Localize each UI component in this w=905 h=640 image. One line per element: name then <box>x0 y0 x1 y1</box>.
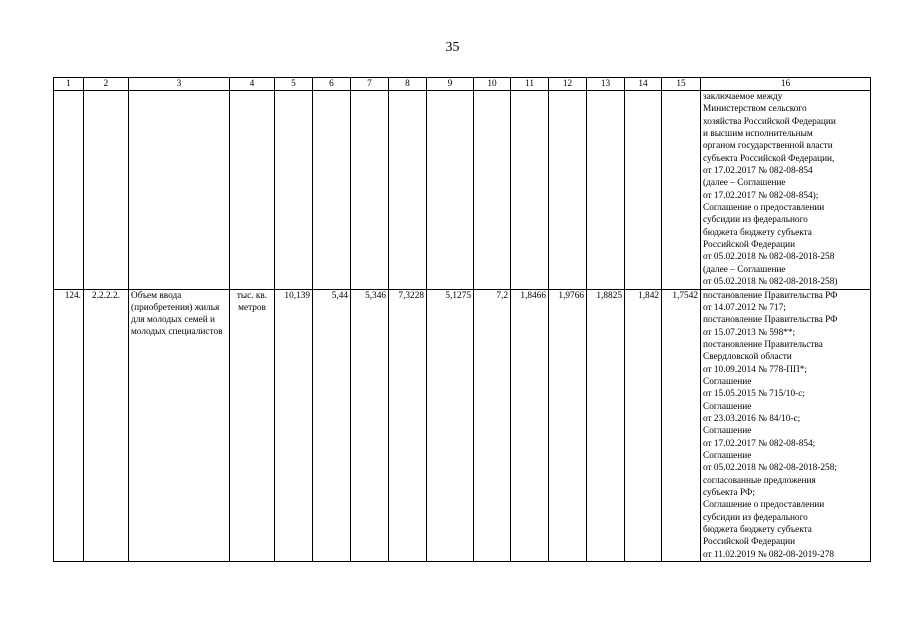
value-cell: 1,7542 <box>662 289 701 562</box>
source-line: от 05.02.2018 № 082-08-2018-258 <box>703 252 835 263</box>
indicator-code-cell: 2.2.2.2. <box>84 289 129 562</box>
source-line: от 15.07.2013 № 598**; <box>703 327 796 338</box>
col-header-15: 15 <box>662 78 701 91</box>
value-cell: 5,1275 <box>427 289 474 562</box>
source-line: от 14.07.2012 № 717; <box>703 302 786 313</box>
value-cell: 1,9766 <box>549 289 587 562</box>
source-line: Соглашение о предоставлении <box>703 500 825 511</box>
value-cell: 10,139 <box>275 289 313 562</box>
source-line: согласованные предложения <box>703 475 816 486</box>
value-cell: 5,346 <box>351 289 389 562</box>
value-cell <box>625 91 662 290</box>
source-line: субсидии из федерального <box>703 512 808 523</box>
source-line: Министерством сельского <box>703 104 807 115</box>
unit-cell: тыс. кв. метров <box>230 289 275 562</box>
col-header-7: 7 <box>351 78 389 91</box>
col-header-8: 8 <box>389 78 427 91</box>
value-cell <box>427 91 474 290</box>
table-row-124 <box>54 289 871 562</box>
source-line: Российской Федерации <box>703 537 796 548</box>
row-number-cell <box>54 91 84 290</box>
unit-cell <box>230 91 275 290</box>
value-cell <box>351 91 389 290</box>
value-cell <box>549 91 587 290</box>
source-line: Соглашение <box>703 426 752 437</box>
indicators-table <box>53 77 871 562</box>
source-line: постановление Правительства <box>703 339 823 350</box>
value-cell: 5,44 <box>313 289 351 562</box>
source-line: от 05.02.2018 № 082-08-2018-258) <box>703 277 838 288</box>
col-header-9: 9 <box>427 78 474 91</box>
value-cell <box>662 91 701 290</box>
source-line: от 23.03.2016 № 84/10-с; <box>703 413 801 424</box>
source-line: (далее – Соглашение <box>703 264 786 275</box>
header-row <box>54 78 871 91</box>
table-row-continuation <box>54 91 871 290</box>
source-line: Соглашение <box>703 450 752 461</box>
col-header-4: 4 <box>230 78 275 91</box>
col-header-12: 12 <box>549 78 587 91</box>
source-line: от 05.02.2018 № 082-08-2018-258; <box>703 463 837 474</box>
source-line: Соглашение о предоставлении <box>703 203 825 214</box>
source-line: Российской Федерации <box>703 240 796 251</box>
source-line: бюджета бюджету субъекта <box>703 227 812 238</box>
value-cell: 7,2 <box>474 289 511 562</box>
source-line: и высшим исполнительным <box>703 129 813 140</box>
value-cell: 7,3228 <box>389 289 427 562</box>
source-line: бюджета бюджету субъекта <box>703 525 812 536</box>
source-line: субъекта РФ; <box>703 488 755 498</box>
source-line: от 10.09.2014 № 778-ПП*; <box>703 364 807 375</box>
value-cell <box>389 91 427 290</box>
source-line: от 17.02.2017 № 082-08-854; <box>703 438 816 449</box>
source-line: от 11.02.2019 № 082-08-2019-278 <box>703 549 834 560</box>
value-cell: 1,8466 <box>511 289 549 562</box>
row-number-cell: 124. <box>54 289 84 562</box>
indicator-name-cell <box>129 91 230 290</box>
source-line: от 15.05.2015 № 715/10-с; <box>703 389 805 400</box>
indicator-code-cell <box>84 91 129 290</box>
col-header-13: 13 <box>587 78 625 91</box>
col-header-5: 5 <box>275 78 313 91</box>
source-documents-cell <box>701 91 871 290</box>
source-line: субъекта Российской Федерации, <box>703 153 835 164</box>
page-number: 35 <box>445 40 460 55</box>
col-header-3: 3 <box>129 78 230 91</box>
source-line: субсидии из федерального <box>703 215 808 226</box>
source-documents-cell <box>701 289 871 562</box>
col-header-10: 10 <box>474 78 511 91</box>
value-cell <box>275 91 313 290</box>
col-header-16: 16 <box>701 78 871 91</box>
col-header-11: 11 <box>511 78 549 91</box>
source-line: постановление Правительства РФ <box>703 315 838 326</box>
source-line: (далее – Соглашение <box>703 178 786 189</box>
source-line: постановление Правительства РФ <box>703 290 838 301</box>
value-cell <box>587 91 625 290</box>
indicator-name-cell: Объем ввода (приобретения) жилья для молодых семей и молодых специалистов <box>129 289 230 562</box>
col-header-2: 2 <box>84 78 129 91</box>
source-line: заключаемое между <box>703 92 783 102</box>
source-line: Соглашение <box>703 376 752 387</box>
value-cell: 1,8825 <box>587 289 625 562</box>
value-cell <box>313 91 351 290</box>
col-header-6: 6 <box>313 78 351 91</box>
value-cell <box>511 91 549 290</box>
value-cell <box>474 91 511 290</box>
source-line: Соглашение <box>703 401 752 412</box>
source-line: от 17.02.2017 № 082-08-854 <box>703 166 813 177</box>
source-line: от 17.02.2017 № 082-08-854); <box>703 190 819 201</box>
source-line: органом государственной власти <box>703 141 833 152</box>
value-cell: 1,842 <box>625 289 662 562</box>
source-line: Свердловской области <box>703 352 792 363</box>
col-header-1: 1 <box>54 78 84 91</box>
source-line: хозяйства Российской Федерации <box>703 116 836 127</box>
col-header-14: 14 <box>625 78 662 91</box>
